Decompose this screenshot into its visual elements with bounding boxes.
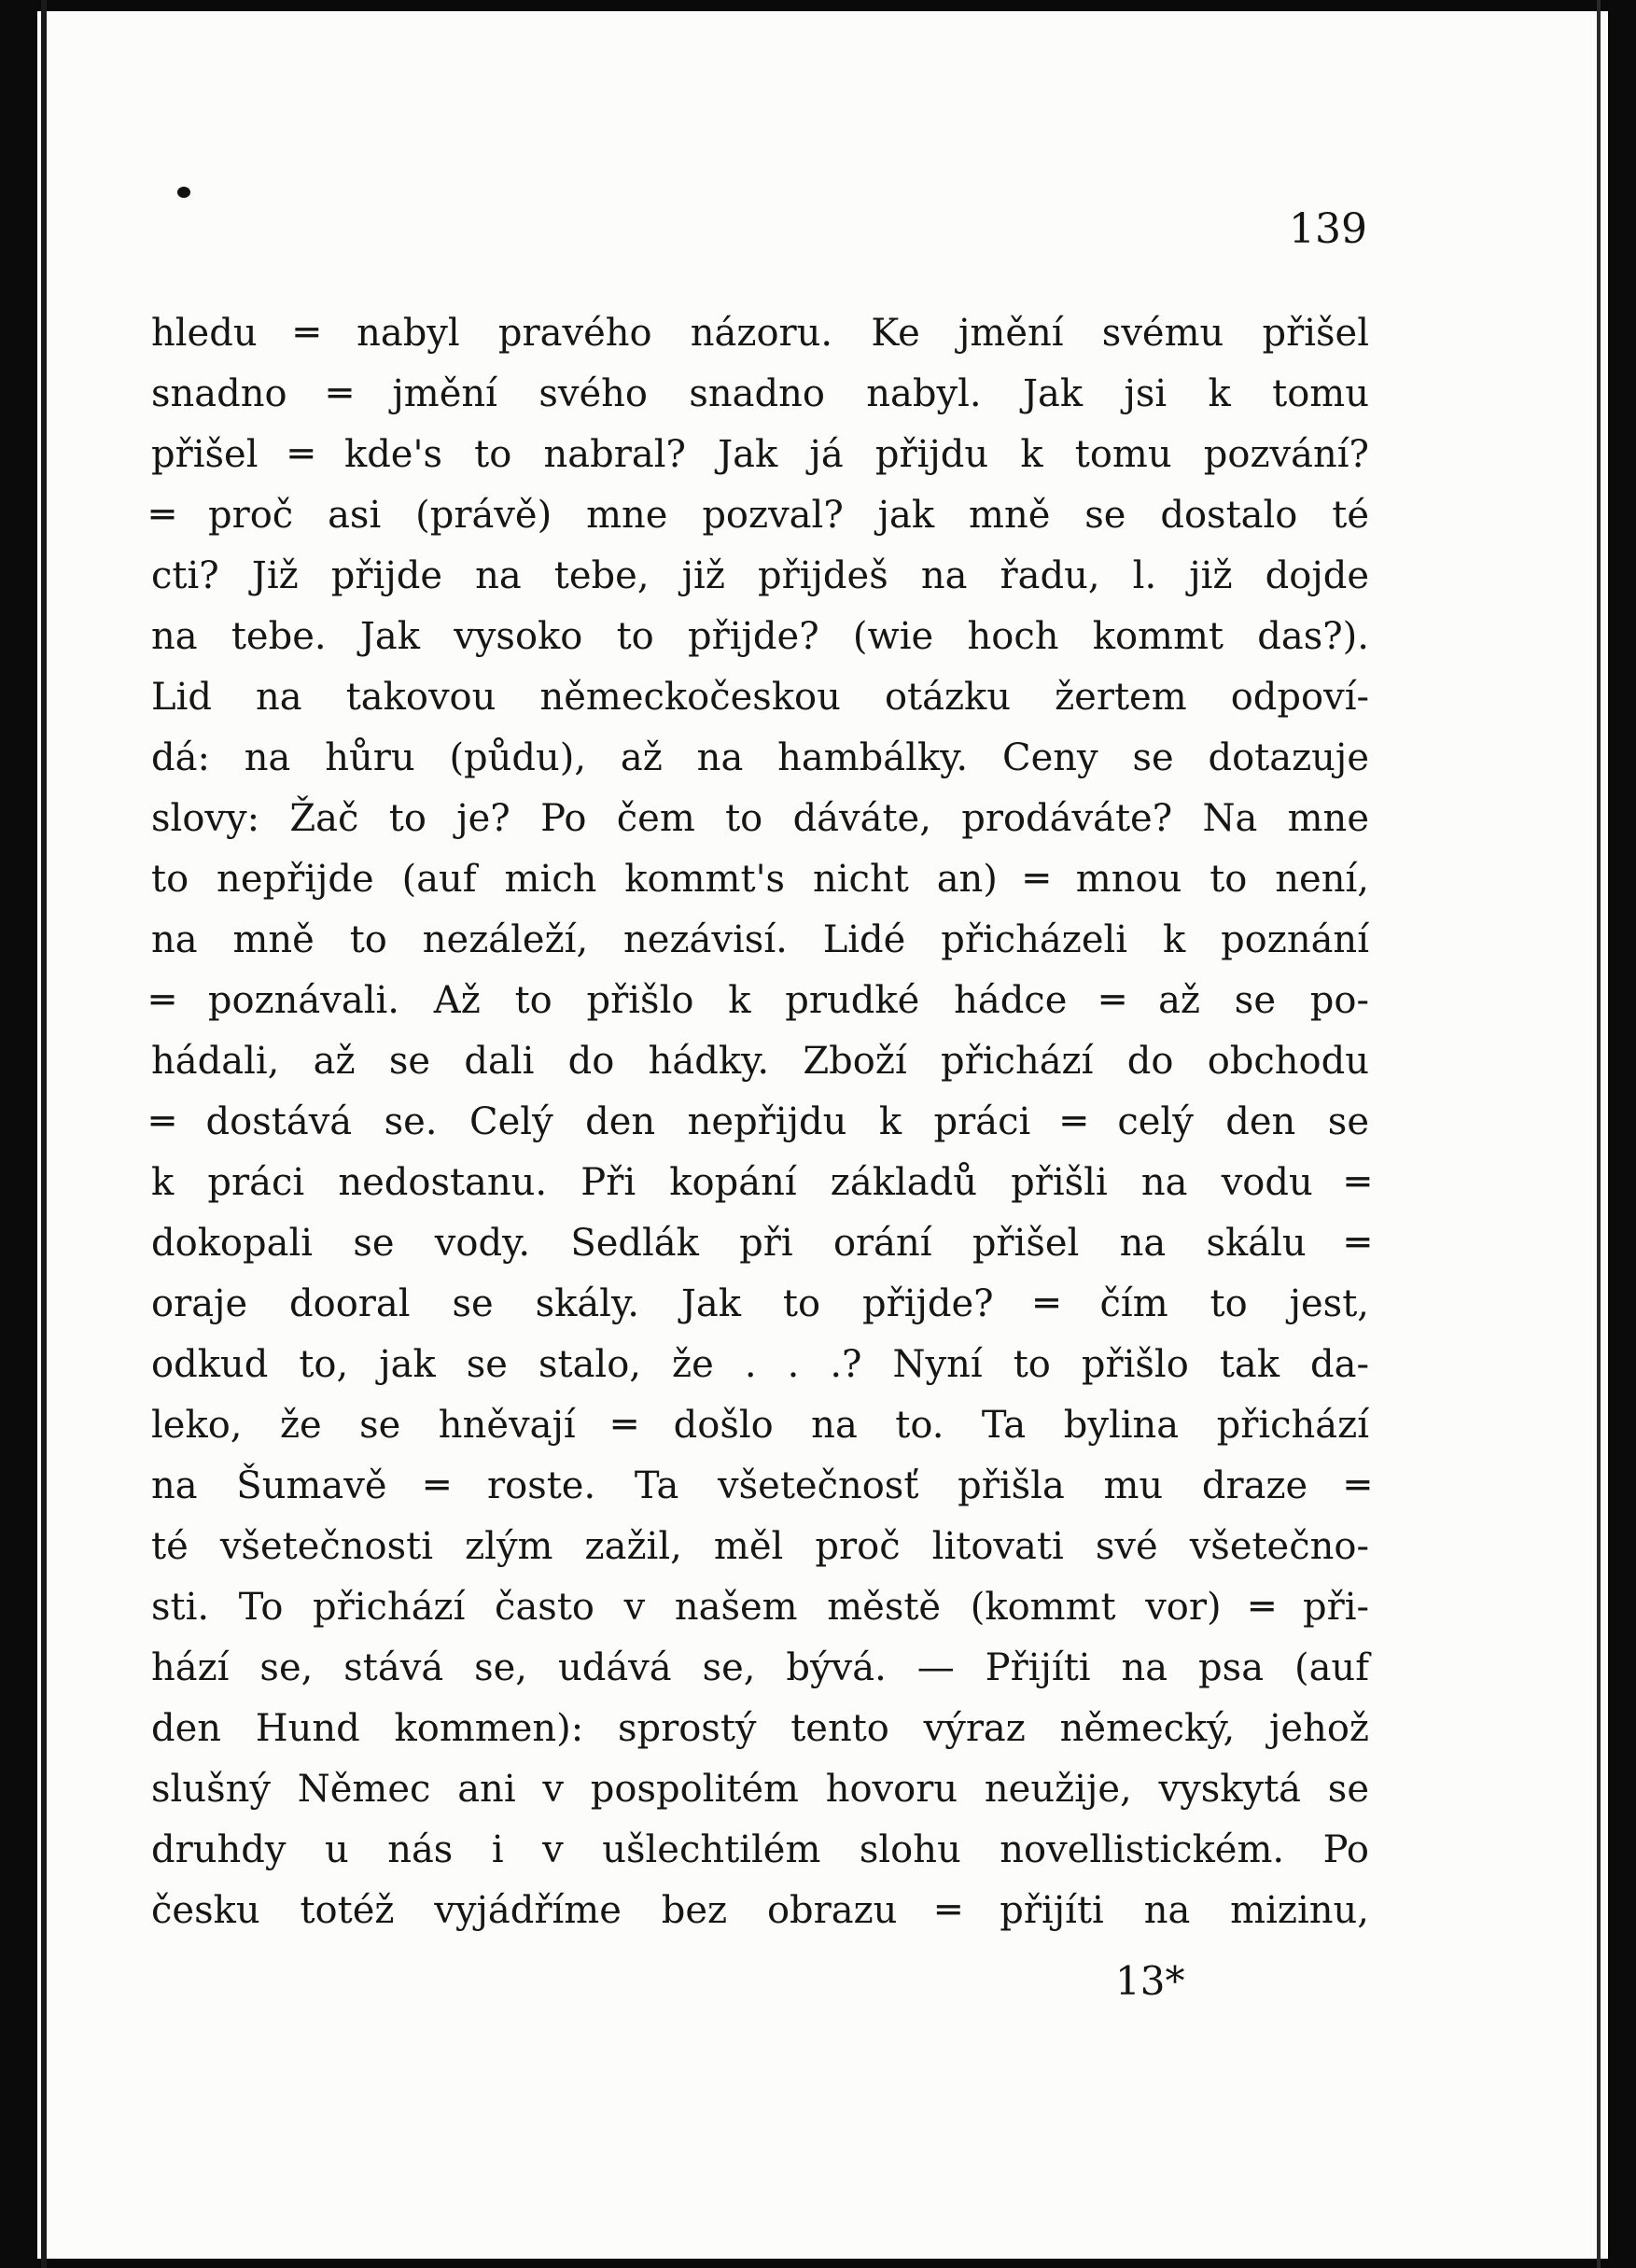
text-line: na mně to nezáleží, nezávisí. Lidé přicházeli k poznání bbox=[151, 918, 1369, 961]
text-line: druhdy u nás i v ušlechtilém slohu novellistickém. Po bbox=[151, 1828, 1369, 1871]
text-line: hádali, až se dali do hádky. Zboží přichází do obchodu bbox=[151, 1040, 1369, 1083]
scan-edge-top bbox=[0, 0, 1636, 11]
text-line: slovy: Žač to je? Po čem to dáváte, prodáváte? Na mne bbox=[151, 797, 1369, 840]
text-line: té všetečnosti zlým zažil, měl proč litovati své všetečno- bbox=[151, 1525, 1369, 1568]
signature-mark: 13* bbox=[1115, 1958, 1185, 2004]
text-line: hází se, stává se, udává se, bývá. — Přijíti na psa (auf bbox=[151, 1646, 1369, 1689]
text-line: leko, že se hněvají ═ došlo na to. Ta bylina přichází bbox=[151, 1404, 1369, 1447]
scan-edge-right bbox=[1608, 0, 1636, 2268]
text-line: ═ poznávali. Až to přišlo k prudké hádce ═ až se po- bbox=[151, 979, 1369, 1022]
scan-edge-left bbox=[0, 0, 37, 2268]
text-line: snadno ═ jmění svého snadno nabyl. Jak jsi k tomu bbox=[151, 372, 1369, 415]
text-line: dokopali se vody. Sedlák při orání přišel na skálu ═ bbox=[151, 1222, 1369, 1265]
text-line: na tebe. Jak vysoko to přijde? (wie hoch kommt das?). bbox=[151, 615, 1369, 658]
text-line: cti? Již přijde na tebe, již přijdeš na řadu, l. již dojde bbox=[151, 554, 1369, 597]
text-line: den Hund kommen): sprostý tento výraz německý, jehož bbox=[151, 1707, 1369, 1750]
text-line: česku totéž vyjádříme bez obrazu ═ přijíti na mizinu, bbox=[151, 1889, 1369, 1932]
text-line: ═ dostává se. Celý den nepřijdu k práci ═ celý den se bbox=[151, 1100, 1369, 1143]
scan-edge-left-inner bbox=[41, 0, 47, 2268]
text-line: na Šumavě ═ roste. Ta všetečnosť přišla mu draze ═ bbox=[151, 1464, 1369, 1507]
ink-speck bbox=[177, 187, 190, 198]
scan-edge-right-inner bbox=[1597, 0, 1601, 2268]
text-line: slušný Němec ani v pospolitém hovoru neužije, vyskytá se bbox=[151, 1768, 1369, 1811]
text-line: oraje dooral se skály. Jak to přijde? ═ čím to jest, bbox=[151, 1282, 1369, 1325]
text-line: hledu ═ nabyl pravého názoru. Ke jmění svému přišel bbox=[151, 312, 1369, 355]
scan-edge-bottom bbox=[0, 2259, 1636, 2268]
text-line: přišel ═ kde's to nabral? Jak já přijdu k tomu pozvání? bbox=[151, 433, 1369, 476]
text-line: ═ proč asi (právě) mne pozval? jak mně se dostalo té bbox=[151, 494, 1369, 537]
text-line: sti. To přichází často v našem městě (kommt vor) ═ při- bbox=[151, 1586, 1369, 1629]
text-line: Lid na takovou německočeskou otázku žertem odpoví- bbox=[151, 676, 1369, 719]
text-line: k práci nedostanu. Při kopání základů přišli na vodu ═ bbox=[151, 1161, 1369, 1204]
text-line: odkud to, jak se stalo, že . . .? Nyní to přišlo tak da- bbox=[151, 1343, 1369, 1386]
text-line: to nepřijde (auf mich kommt's nicht an) ═ mnou to není, bbox=[151, 858, 1369, 901]
body-text bbox=[151, 303, 1369, 1941]
page-number: 139 bbox=[1289, 205, 1367, 253]
text-line: dá: na hůru (půdu), až na hambálky. Ceny se dotazuje bbox=[151, 736, 1369, 779]
